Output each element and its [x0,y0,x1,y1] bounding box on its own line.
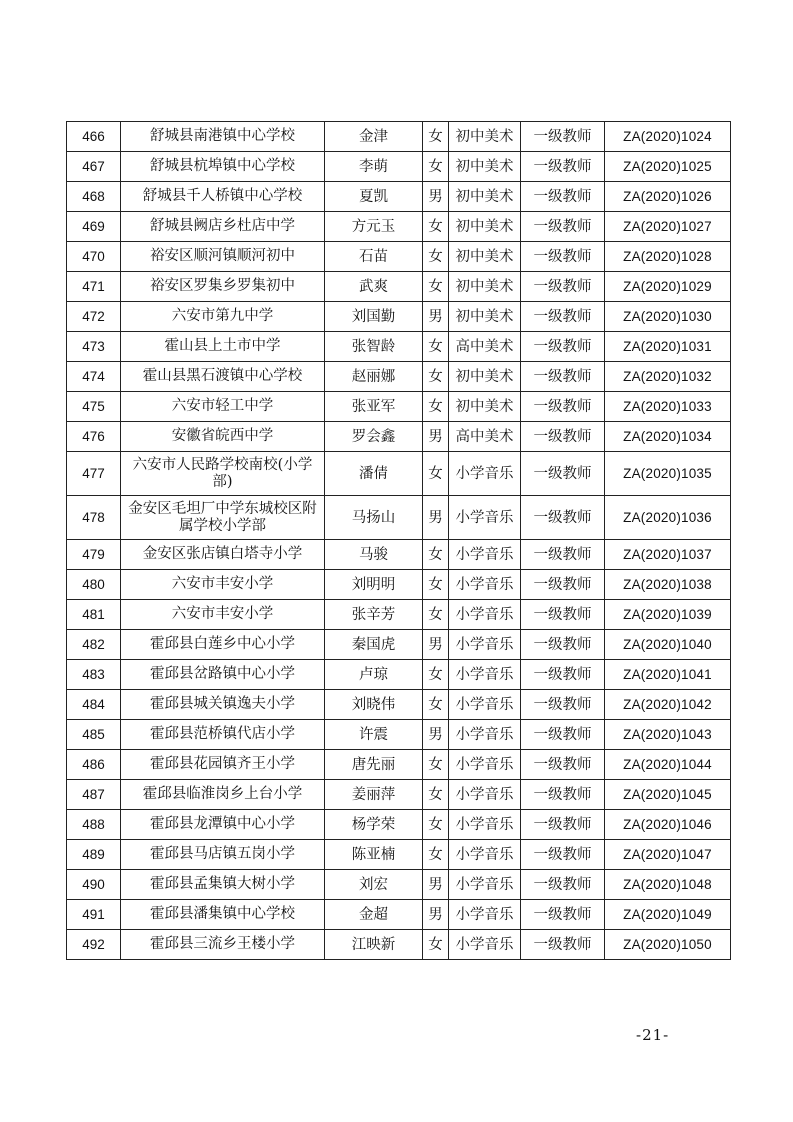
gender-cell: 女 [423,332,449,362]
gender-cell: 女 [423,600,449,630]
title-level-cell: 一级教师 [521,930,605,960]
row-number: 469 [67,212,121,242]
subject-cell: 小学音乐 [449,540,521,570]
gender-cell: 女 [423,392,449,422]
school-cell: 金安区张店镇白塔寺小学 [121,540,325,570]
title-level-cell: 一级教师 [521,750,605,780]
subject-cell: 初中美术 [449,272,521,302]
school-cell: 霍邱县白莲乡中心小学 [121,630,325,660]
school-cell: 六安市轻工中学 [121,392,325,422]
certificate-number-cell: ZA(2020)1039 [605,600,731,630]
certificate-number-cell: ZA(2020)1045 [605,780,731,810]
title-level-cell: 一级教师 [521,900,605,930]
school-cell: 霍邱县岔路镇中心小学 [121,660,325,690]
row-number: 480 [67,570,121,600]
row-number: 490 [67,870,121,900]
table-row [67,152,731,182]
subject-cell: 初中美术 [449,152,521,182]
gender-cell: 女 [423,750,449,780]
school-cell: 霍邱县龙潭镇中心小学 [121,810,325,840]
gender-cell: 女 [423,780,449,810]
certificate-number-cell: ZA(2020)1048 [605,870,731,900]
school-cell: 霍邱县孟集镇大树小学 [121,870,325,900]
title-level-cell: 一级教师 [521,182,605,212]
gender-cell: 女 [423,660,449,690]
table-row [67,212,731,242]
table-row [67,660,731,690]
row-number: 467 [67,152,121,182]
subject-cell: 小学音乐 [449,600,521,630]
certificate-number-cell: ZA(2020)1031 [605,332,731,362]
subject-cell: 小学音乐 [449,840,521,870]
table-row [67,392,731,422]
certificate-number-cell: ZA(2020)1047 [605,840,731,870]
certificate-number-cell: ZA(2020)1044 [605,750,731,780]
certificate-number-cell: ZA(2020)1030 [605,302,731,332]
title-level-cell: 一级教师 [521,272,605,302]
name-cell: 方元玉 [325,212,423,242]
name-cell: 许震 [325,720,423,750]
subject-cell: 小学音乐 [449,630,521,660]
school-cell: 裕安区顺河镇顺河初中 [121,242,325,272]
row-number: 470 [67,242,121,272]
gender-cell: 女 [423,690,449,720]
row-number: 488 [67,810,121,840]
gender-cell: 男 [423,182,449,212]
table-row [67,540,731,570]
title-level-cell: 一级教师 [521,242,605,272]
certificate-number-cell: ZA(2020)1025 [605,152,731,182]
table-row [67,422,731,452]
gender-cell: 女 [423,930,449,960]
name-cell: 石苗 [325,242,423,272]
title-level-cell: 一级教师 [521,422,605,452]
row-number: 468 [67,182,121,212]
name-cell: 陈亚楠 [325,840,423,870]
title-level-cell: 一级教师 [521,212,605,242]
title-level-cell: 一级教师 [521,600,605,630]
gender-cell: 男 [423,302,449,332]
school-cell: 舒城县千人桥镇中心学校 [121,182,325,212]
name-cell: 金超 [325,900,423,930]
name-cell: 杨学荣 [325,810,423,840]
table-row [67,570,731,600]
certificate-number-cell: ZA(2020)1043 [605,720,731,750]
title-level-cell: 一级教师 [521,630,605,660]
row-number: 474 [67,362,121,392]
certificate-number-cell: ZA(2020)1028 [605,242,731,272]
school-cell: 霍邱县城关镇逸夫小学 [121,690,325,720]
name-cell: 卢琼 [325,660,423,690]
certificate-number-cell: ZA(2020)1026 [605,182,731,212]
title-level-cell: 一级教师 [521,122,605,152]
subject-cell: 初中美术 [449,362,521,392]
certificate-number-cell: ZA(2020)1042 [605,690,731,720]
school-cell: 六安市人民路学校南校(小学部) [121,452,325,496]
title-level-cell: 一级教师 [521,690,605,720]
subject-cell: 初中美术 [449,122,521,152]
name-cell: 张智龄 [325,332,423,362]
table-row [67,452,731,496]
row-number: 481 [67,600,121,630]
table-row [67,750,731,780]
subject-cell: 小学音乐 [449,660,521,690]
gender-cell: 女 [423,242,449,272]
name-cell: 马骏 [325,540,423,570]
gender-cell: 女 [423,570,449,600]
title-level-cell: 一级教师 [521,540,605,570]
certificate-number-cell: ZA(2020)1046 [605,810,731,840]
subject-cell: 小学音乐 [449,900,521,930]
row-number: 489 [67,840,121,870]
gender-cell: 女 [423,362,449,392]
table-row [67,690,731,720]
row-number: 478 [67,496,121,540]
row-number: 472 [67,302,121,332]
certificate-number-cell: ZA(2020)1038 [605,570,731,600]
row-number: 486 [67,750,121,780]
subject-cell: 初中美术 [449,242,521,272]
name-cell: 马扬山 [325,496,423,540]
certificate-number-cell: ZA(2020)1027 [605,212,731,242]
school-cell: 霍邱县范桥镇代店小学 [121,720,325,750]
name-cell: 江映新 [325,930,423,960]
gender-cell: 女 [423,840,449,870]
school-cell: 霍邱县临淮岗乡上台小学 [121,780,325,810]
table-row [67,900,731,930]
title-level-cell: 一级教师 [521,840,605,870]
table-row [67,810,731,840]
subject-cell: 小学音乐 [449,570,521,600]
table-row [67,720,731,750]
table-row [67,302,731,332]
school-cell: 霍邱县三流乡王楼小学 [121,930,325,960]
roster-body [67,122,731,960]
gender-cell: 男 [423,900,449,930]
row-number: 471 [67,272,121,302]
table-row [67,272,731,302]
school-cell: 裕安区罗集乡罗集初中 [121,272,325,302]
certificate-number-cell: ZA(2020)1041 [605,660,731,690]
gender-cell: 男 [423,630,449,660]
subject-cell: 初中美术 [449,392,521,422]
school-cell: 霍邱县马店镇五岗小学 [121,840,325,870]
row-number: 477 [67,452,121,496]
gender-cell: 男 [423,422,449,452]
table-row [67,332,731,362]
title-level-cell: 一级教师 [521,302,605,332]
table-row [67,930,731,960]
row-number: 485 [67,720,121,750]
row-number: 484 [67,690,121,720]
name-cell: 李萌 [325,152,423,182]
school-cell: 霍邱县花园镇齐王小学 [121,750,325,780]
name-cell: 唐先丽 [325,750,423,780]
certificate-number-cell: ZA(2020)1037 [605,540,731,570]
table-row [67,496,731,540]
school-cell: 舒城县南港镇中心学校 [121,122,325,152]
gender-cell: 女 [423,810,449,840]
certificate-number-cell: ZA(2020)1032 [605,362,731,392]
title-level-cell: 一级教师 [521,152,605,182]
table-row [67,600,731,630]
school-cell: 六安市第九中学 [121,302,325,332]
table-row [67,122,731,152]
gender-cell: 男 [423,496,449,540]
table-row [67,242,731,272]
certificate-number-cell: ZA(2020)1040 [605,630,731,660]
name-cell: 姜丽萍 [325,780,423,810]
subject-cell: 小学音乐 [449,810,521,840]
school-cell: 霍山县黑石渡镇中心学校 [121,362,325,392]
page-number: -21- [636,1026,670,1044]
table-row [67,182,731,212]
subject-cell: 高中美术 [449,332,521,362]
subject-cell: 小学音乐 [449,720,521,750]
school-cell: 霍山县上土市中学 [121,332,325,362]
subject-cell: 小学音乐 [449,690,521,720]
subject-cell: 小学音乐 [449,930,521,960]
row-number: 475 [67,392,121,422]
row-number: 491 [67,900,121,930]
gender-cell: 女 [423,272,449,302]
certificate-number-cell: ZA(2020)1024 [605,122,731,152]
school-cell: 舒城县阙店乡杜店中学 [121,212,325,242]
row-number: 479 [67,540,121,570]
title-level-cell: 一级教师 [521,810,605,840]
name-cell: 金津 [325,122,423,152]
title-level-cell: 一级教师 [521,870,605,900]
row-number: 482 [67,630,121,660]
table-row [67,362,731,392]
row-number: 492 [67,930,121,960]
row-number: 483 [67,660,121,690]
school-cell: 霍邱县潘集镇中心学校 [121,900,325,930]
gender-cell: 女 [423,152,449,182]
gender-cell: 女 [423,452,449,496]
name-cell: 刘国勤 [325,302,423,332]
name-cell: 赵丽娜 [325,362,423,392]
certificate-number-cell: ZA(2020)1050 [605,930,731,960]
school-cell: 金安区毛坦厂中学东城校区附属学校小学部 [121,496,325,540]
gender-cell: 女 [423,212,449,242]
school-cell: 六安市丰安小学 [121,600,325,630]
subject-cell: 小学音乐 [449,870,521,900]
name-cell: 张亚军 [325,392,423,422]
name-cell: 刘晓伟 [325,690,423,720]
teacher-roster-table [66,121,731,960]
title-level-cell: 一级教师 [521,570,605,600]
school-cell: 安徽省皖西中学 [121,422,325,452]
gender-cell: 男 [423,870,449,900]
subject-cell: 初中美术 [449,212,521,242]
subject-cell: 初中美术 [449,302,521,332]
title-level-cell: 一级教师 [521,452,605,496]
subject-cell: 高中美术 [449,422,521,452]
subject-cell: 小学音乐 [449,452,521,496]
certificate-number-cell: ZA(2020)1029 [605,272,731,302]
row-number: 466 [67,122,121,152]
row-number: 476 [67,422,121,452]
gender-cell: 女 [423,540,449,570]
name-cell: 刘明明 [325,570,423,600]
table-row [67,780,731,810]
title-level-cell: 一级教师 [521,392,605,422]
name-cell: 夏凯 [325,182,423,212]
certificate-number-cell: ZA(2020)1035 [605,452,731,496]
title-level-cell: 一级教师 [521,780,605,810]
name-cell: 刘宏 [325,870,423,900]
gender-cell: 男 [423,720,449,750]
title-level-cell: 一级教师 [521,660,605,690]
name-cell: 秦国虎 [325,630,423,660]
school-cell: 六安市丰安小学 [121,570,325,600]
name-cell: 张辛芳 [325,600,423,630]
certificate-number-cell: ZA(2020)1033 [605,392,731,422]
school-cell: 舒城县杭埠镇中心学校 [121,152,325,182]
subject-cell: 小学音乐 [449,780,521,810]
subject-cell: 初中美术 [449,182,521,212]
name-cell: 罗会鑫 [325,422,423,452]
name-cell: 潘倩 [325,452,423,496]
subject-cell: 小学音乐 [449,750,521,780]
table-row [67,630,731,660]
row-number: 487 [67,780,121,810]
title-level-cell: 一级教师 [521,362,605,392]
table-row [67,870,731,900]
subject-cell: 小学音乐 [449,496,521,540]
table-row [67,840,731,870]
row-number: 473 [67,332,121,362]
title-level-cell: 一级教师 [521,496,605,540]
certificate-number-cell: ZA(2020)1036 [605,496,731,540]
title-level-cell: 一级教师 [521,332,605,362]
certificate-number-cell: ZA(2020)1049 [605,900,731,930]
title-level-cell: 一级教师 [521,720,605,750]
certificate-number-cell: ZA(2020)1034 [605,422,731,452]
gender-cell: 女 [423,122,449,152]
name-cell: 武爽 [325,272,423,302]
